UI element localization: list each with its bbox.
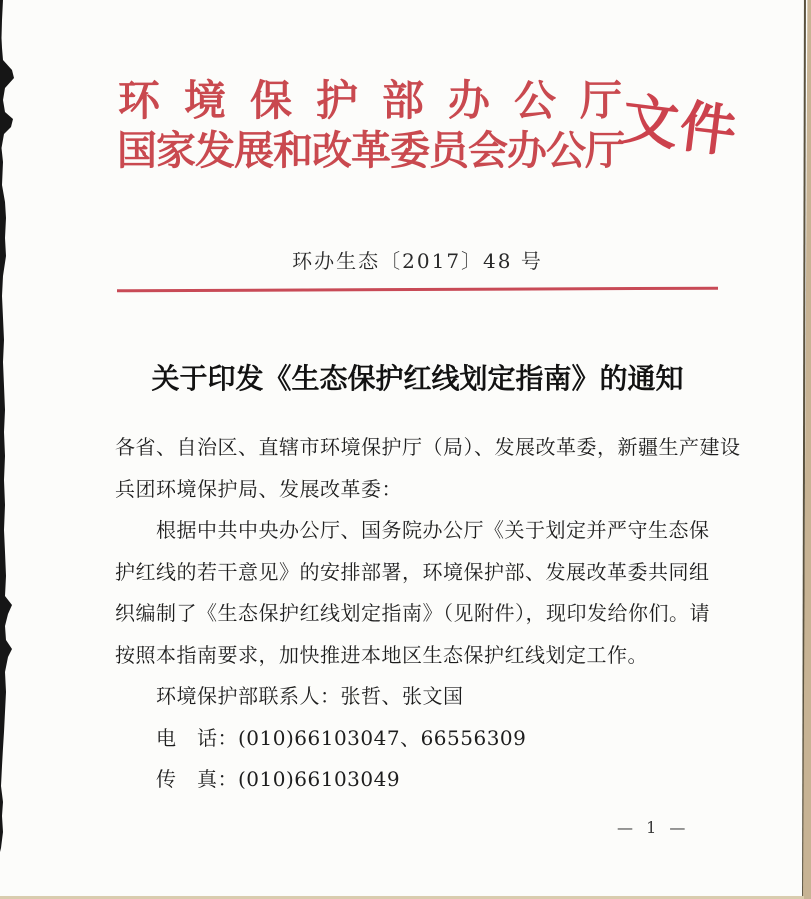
page-number: — 1 —: [617, 818, 690, 837]
body-line-phone: 电 话：(010)66103047、66556309: [115, 725, 527, 750]
red-separator-rule: [117, 287, 718, 292]
body-line-para-4: 按照本指南要求，加快推进本地区生态保护红线划定工作。: [115, 642, 648, 667]
body-line-para-3: 织编制了《生态保护红线划定指南》（见附件），现印发给你们。请: [115, 601, 710, 625]
document-number: 环办生态〔2017〕48 号: [292, 249, 543, 273]
body-line-fax: 传 真：(010)66103049: [115, 767, 401, 791]
letterhead-agency-1: 环境保护部办公厅: [118, 76, 647, 125]
document-body: [115, 427, 741, 801]
body-line-recipients-1: 各省、自治区、直辖市环境保护厅（局）、发展改革委，新疆生产建设: [115, 435, 741, 459]
document-title: 关于印发《生态保护红线划定指南》的通知: [151, 362, 684, 395]
letterhead-doc-type: 文件: [618, 86, 742, 166]
body-line-para-1: 根据中共中央办公厅、国务院办公厅《关于划定并严守生态保: [115, 518, 710, 542]
body-line-para-2: 护红线的若干意见》的安排部署，环境保护部、发展改革委共同组: [115, 559, 710, 584]
scan-left-edge-artifact: [0, 0, 20, 899]
body-line-contact: 环境保护部联系人：张哲、张文国: [115, 684, 464, 708]
letterhead-agency-2: 国家发展和改革委员会办公厅: [117, 127, 624, 174]
body-line-recipients-2: 兵团环境保护局、发展改革委：: [115, 476, 402, 501]
